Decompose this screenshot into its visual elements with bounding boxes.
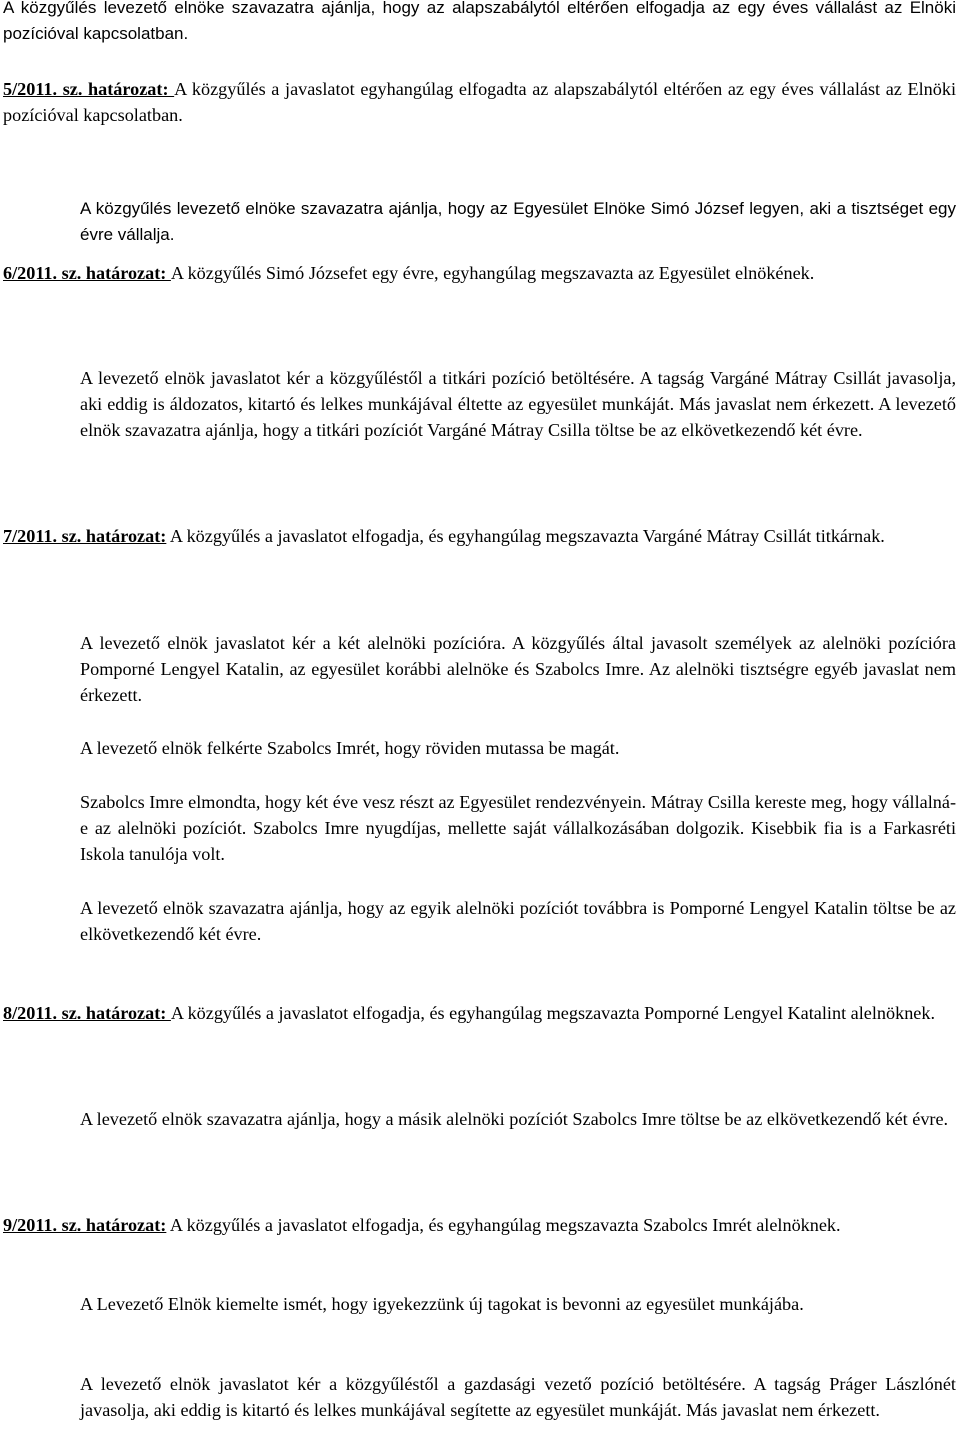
paragraph-text: A levezető elnök felkérte Szabolcs Imrét, hogy röviden mutassa be magát.: [80, 738, 620, 758]
paragraph-text: A levezető elnök javaslatot kér a két alelnöki pozícióra. A közgyűlés által javasolt személyek az alelnöki pozícióra Pomporné Lengyel Katalin, az egyesület korábbi alelnöke és Szabolcs Imre. Az alelnöki tisztségre egyéb javaslat nem érkezett.: [80, 633, 956, 705]
paragraph-text: Szabolcs Imre elmondta, hogy két éve vesz részt az Egyesület rendezvényein. Mátray Csilla kereste meg, hogy vállalná-e az alelnöki pozíciót. Szabolcs Imre nyugdíjas, mellette saját vállalkozásában dolgozik. Kisebbik fia is a Farkasréti Iskola tanulója volt.: [80, 792, 956, 864]
resolution-number: 8/2011. sz. határozat:: [3, 1003, 171, 1023]
paragraph-vice-president-proposal: [80, 630, 956, 708]
paragraph-chair-proposal: [3, 0, 956, 47]
resolution-9: [3, 1212, 956, 1238]
resolution-text: A közgyűlés a javaslatot elfogadja, és egyhangúlag megszavazta Vargáné Mátray Csillát titkárnak.: [166, 526, 885, 546]
resolution-text: A közgyűlés Simó Józsefet egy évre, egyhangúlag megszavazta az Egyesület elnökének.: [170, 263, 815, 283]
resolution-8: [3, 1000, 956, 1026]
paragraph-treasurer-proposal: [80, 1371, 956, 1423]
paragraph-szabolcs-intro: [80, 789, 956, 867]
resolution-text: A közgyűlés a javaslatot egyhangúlag elfogadta az alapszabálytól eltérően az egy éves vállalást az Elnöki pozícióval kapcsolatban.: [3, 79, 956, 125]
resolution-text: A közgyűlés a javaslatot elfogadja, és egyhangúlag megszavazta Szabolcs Imrét alelnöknek.: [166, 1215, 841, 1235]
paragraph-text: A közgyűlés levezető elnöke szavazatra ajánlja, hogy az alapszabálytól eltérően elfogadja az egy éves vállalást az Elnöki pozícióval kapcsolatban.: [3, 0, 956, 43]
paragraph-text: A levezető elnök javaslatot kér a közgyűléstől a titkári pozíció betöltésére. A tagság Vargáné Mátray Csillát javasolja, aki eddig is áldozatos, kitartó és lelkes munkájával éltette az egyesület munkáját. Más javaslat nem érkezett. A levezető elnök szavazatra ajánlja, hogy a titkári pozíciót Vargáné Mátray Csilla töltse be az elkövetkezendő két évre.: [80, 368, 956, 440]
paragraph-secretary-proposal: [80, 365, 956, 443]
resolution-number: 7/2011. sz. határozat:: [3, 526, 167, 546]
resolution-7: [3, 523, 956, 549]
paragraph-president-proposal: [80, 196, 956, 248]
paragraph-text: A levezető elnök javaslatot kér a közgyűléstől a gazdasági vezető pozíció betöltésére. A tagság Práger Lászlónét javasolja, aki eddig is kitartó és lelkes munkájával segítette az egyesület munkáját. Más javaslat nem érkezett.: [80, 1374, 956, 1420]
paragraph-introduction-request: [80, 735, 956, 761]
resolution-number: 9/2011. sz. határozat:: [3, 1215, 167, 1235]
paragraph-text: A levezető elnök szavazatra ajánlja, hogy a másik alelnöki pozíciót Szabolcs Imre töltse be az elkövetkezendő két évre.: [80, 1109, 949, 1129]
resolution-number: 5/2011. sz. határozat:: [3, 79, 175, 99]
paragraph-text: A levezető elnök szavazatra ajánlja, hogy az egyik alelnöki pozíciót továbbra is Pomporné Lengyel Katalin töltse be az elkövetkezendő két évre.: [80, 898, 956, 944]
resolution-5: [3, 76, 956, 128]
paragraph-new-members: [80, 1291, 956, 1317]
paragraph-szabolcs-proposal: [80, 1106, 956, 1132]
paragraph-pomporne-proposal: [80, 895, 956, 947]
paragraph-text: A Levezető Elnök kiemelte ismét, hogy igyekezzünk új tagokat is bevonni az egyesület munkájába.: [80, 1294, 804, 1314]
resolution-number: 6/2011. sz. határozat:: [3, 263, 171, 283]
resolution-text: A közgyűlés a javaslatot elfogadja, és egyhangúlag megszavazta Pomporné Lengyel Katalint alelnöknek.: [170, 1003, 936, 1023]
paragraph-text: A közgyűlés levezető elnöke szavazatra ajánlja, hogy az Egyesület Elnöke Simó József legyen, aki a tisztséget egy évre vállalja.: [80, 199, 956, 244]
resolution-6: [3, 260, 956, 286]
